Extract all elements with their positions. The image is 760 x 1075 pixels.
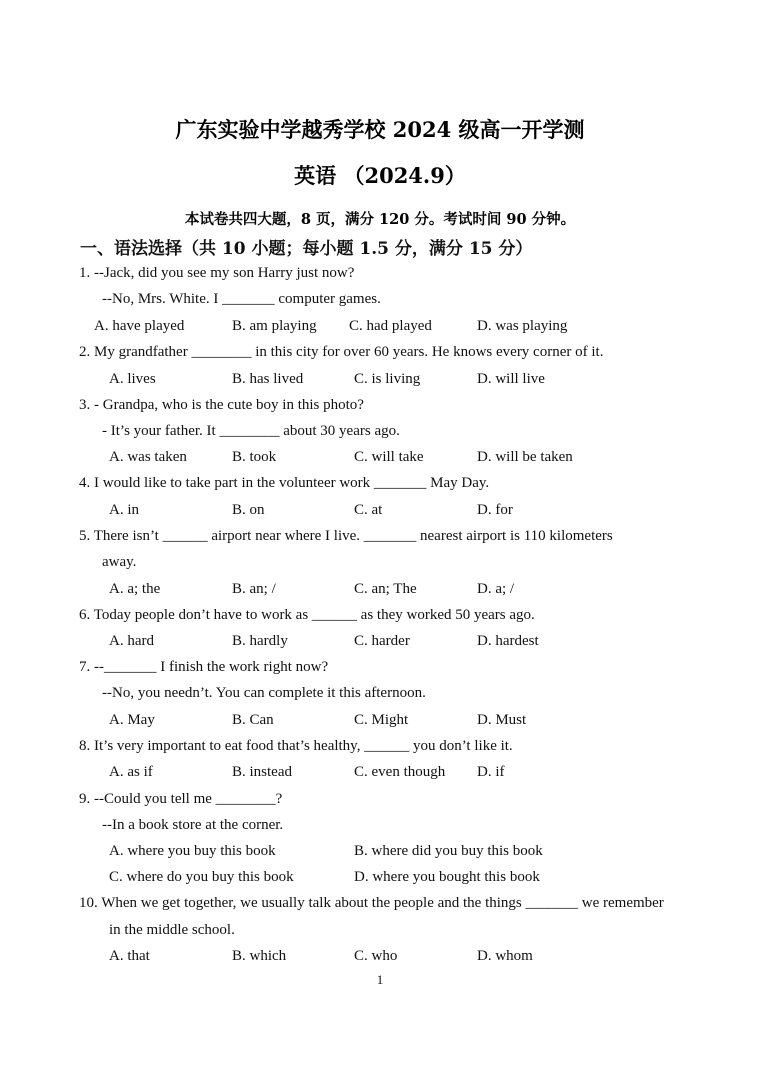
question-6-option-d[interactable]: D. hardest: [477, 633, 539, 649]
question-9-option-b[interactable]: B. where did you buy this book: [354, 843, 543, 859]
question-4-stem: 4. I would like to take part in the volunteer work _______ May Day.: [79, 475, 490, 491]
question-1-stem: 1. --Jack, did you see my son Harry just now?: [79, 265, 355, 281]
question-8-option-b[interactable]: B. instead: [232, 764, 292, 780]
question-6-option-c[interactable]: C. harder: [354, 633, 410, 649]
question-2-option-b[interactable]: B. has lived: [232, 371, 304, 387]
question-8-option-c[interactable]: C. even though: [354, 764, 446, 780]
question-6-option-b[interactable]: B. hardly: [232, 633, 288, 649]
question-8-stem: 8. It’s very important to eat food that’s healthy, ______ you don’t like it.: [79, 738, 513, 754]
question-7-stem: 7. --_______ I finish the work right now?: [79, 659, 329, 675]
question-3-stem: 3. - Grandpa, who is the cute boy in this photo?: [79, 397, 364, 413]
question-4-option-b[interactable]: B. on: [232, 502, 265, 518]
question-1-stem-line2: --No, Mrs. White. I _______ computer games.: [102, 291, 381, 307]
question-3-option-a[interactable]: A. was taken: [109, 449, 187, 465]
question-4-option-d[interactable]: D. for: [477, 502, 513, 518]
question-10-stem: 10. When we get together, we usually talk about the people and the things _______ we remember: [79, 895, 664, 911]
question-5-stem-line2: away.: [102, 554, 137, 570]
question-9-stem-line2: --In a book store at the corner.: [102, 817, 284, 833]
school-title: 广东实验中学越秀学校 2024 级高一开学测: [175, 117, 585, 142]
question-2-option-d[interactable]: D. will live: [477, 371, 545, 387]
question-9-option-d[interactable]: D. where you bought this book: [354, 869, 540, 885]
question-7-option-c[interactable]: C. Might: [354, 712, 409, 728]
question-10-option-c[interactable]: C. who: [354, 948, 398, 964]
question-5-option-b[interactable]: B. an; /: [232, 581, 276, 597]
question-8-option-d[interactable]: D. if: [477, 764, 505, 780]
question-1-option-b[interactable]: B. am playing: [232, 318, 317, 334]
question-2-option-a[interactable]: A. lives: [109, 371, 156, 387]
question-6-stem: 6. Today people don’t have to work as ______ as they worked 50 years ago.: [79, 607, 535, 623]
question-3-option-d[interactable]: D. will be taken: [477, 449, 573, 465]
section-title: 一、语法选择（共 10 小题；每小题 1.5 分，满分 15 分）: [80, 239, 533, 259]
question-9-option-a[interactable]: A. where you buy this book: [109, 843, 276, 859]
question-2-option-c[interactable]: C. is living: [354, 371, 421, 387]
question-5-option-c[interactable]: C. an; The: [354, 581, 417, 597]
question-9-stem: 9. --Could you tell me ________?: [79, 791, 283, 807]
question-5-stem: 5. There isn’t ______ airport near where I live. _______ nearest airport is 110 kilometers: [79, 528, 613, 544]
question-10-option-d[interactable]: D. whom: [477, 948, 533, 964]
question-1-option-d[interactable]: D. was playing: [477, 318, 568, 334]
question-6-option-a[interactable]: A. hard: [109, 633, 154, 649]
question-10-stem-line2: in the middle school.: [109, 922, 235, 938]
question-4-option-a[interactable]: A. in: [109, 502, 139, 518]
question-7-option-a[interactable]: A. May: [109, 712, 155, 728]
question-7-option-d[interactable]: D. Must: [477, 712, 527, 728]
question-1-option-c[interactable]: C. had played: [349, 318, 432, 334]
question-3-option-b[interactable]: B. took: [232, 449, 277, 465]
question-10-option-a[interactable]: A. that: [109, 948, 150, 964]
question-7-option-b[interactable]: B. Can: [232, 712, 274, 728]
exam-info: 本试卷共四大题，8 页，满分 120 分。考试时间 90 分钟。: [184, 211, 576, 228]
question-8-option-a[interactable]: A. as if: [109, 764, 153, 780]
question-2-stem: 2. My grandfather ________ in this city for over 60 years. He knows every corner of it.: [79, 344, 604, 360]
question-5-option-a[interactable]: A. a; the: [109, 581, 161, 597]
question-9-option-c[interactable]: C. where do you buy this book: [109, 869, 294, 885]
question-10-option-b[interactable]: B. which: [232, 948, 287, 964]
question-5-option-d[interactable]: D. a; /: [477, 581, 515, 597]
question-3-option-c[interactable]: C. will take: [354, 449, 424, 465]
subject-title: 英语 （2024.9）: [294, 163, 466, 188]
question-1-option-a[interactable]: A. have played: [94, 318, 185, 334]
question-4-option-c[interactable]: C. at: [354, 502, 383, 518]
page-number: 1: [376, 972, 384, 987]
question-7-stem-line2: --No, you needn’t. You can complete it this afternoon.: [102, 685, 426, 701]
question-3-stem-line2: - It’s your father. It ________ about 30 years ago.: [102, 423, 400, 439]
